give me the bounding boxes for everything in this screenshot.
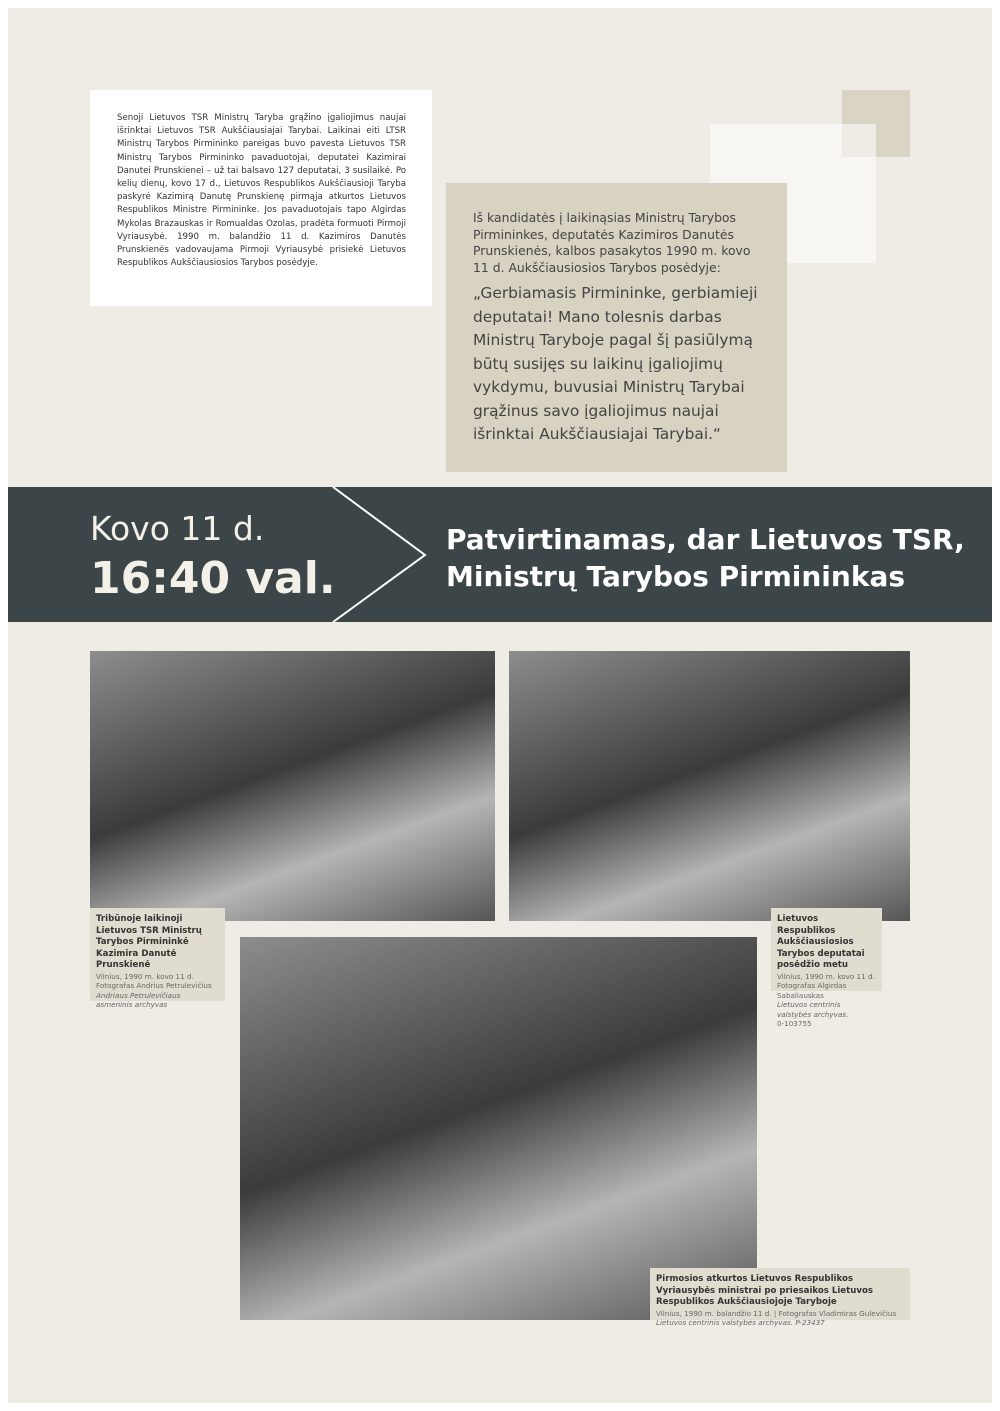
caption-title: Lietuvos Respublikos Aukščiausiosios Tarybos deputatai posėdžio metu (777, 914, 865, 970)
caption-code: 0-103755 (777, 1019, 812, 1029)
caption-date: Vilnius, 1990 m. kovo 11 d. (96, 971, 194, 981)
photo-deputies (509, 651, 910, 921)
headline (446, 521, 965, 595)
caption-title: Tribūnoje laikinoji Lietuvos TSR Ministrų Tarybos Pirmininkė Kazimira Danutė Prunskienė (96, 914, 202, 970)
time-band (8, 487, 992, 622)
caption-source: Andriaus Petrulevičiaus asmeninis archyvas (96, 990, 181, 1010)
intro-text: Senoji Lietuvos TSR Ministrų Taryba grąžino įgaliojimus naujai išrinktai Lietuvos TSR Aukščiausiajai Tarybai. Laikinai eiti LTSR Ministrų Tarybos Pirmininko pareigas buvo pavesta Lietuvos TSR Ministrų Tarybos Pirmininko pavaduotojai, deputatei Kazimirai Danutei Prunskienei – už tai balsavo 127 deputatai, 3 susilaikė. Po kelių dienų, kovo 17 d., Lietuvos Respublikos Aukščiausioji Taryba paskyrė Kazimirą Danutę Prunskienę pirmąja atkurtos Lietuvos Respublikos Ministre Pirmininke. Jos pavaduotojais tapo Algirdas Mykolas Brazauskas ir Romualdas Ozolas, pradėta formuoti Pirmoji Vyriausybė. 1990 m. balandžio 11 d. Kazimiros Danutės Prunskienės vadovaujama Pirmoji Vyriausybė prisiekė Lietuvos Respublikos Aukščiausiosios Tarybos posėdyje. (90, 90, 432, 306)
caption-source: Lietuvos centrinis valstybės archyvas. (777, 1000, 849, 1019)
photo-ministers (240, 937, 757, 1320)
caption-title: Pirmosios atkurtos Lietuvos Respublikos Vyriausybės ministrai po priesaikos Lietuvos Respublikos Aukščiausiojoje Taryboje (656, 1274, 873, 1307)
caption-source: Lietuvos centrinis valstybės archyvas. P-23437 (656, 1318, 825, 1328)
photo-tribune (90, 651, 495, 921)
quote-box (446, 183, 787, 472)
date: Kovo 11 d. (90, 509, 265, 548)
headline-line: Patvirtinamas, dar Lietuvos TSR, (446, 523, 965, 556)
quote-intro: Iš kandidatės į laikinąsias Ministrų Tarybos Pirmininkes, deputatės Kazimiros Danutės Prunskienės, kalbos pasakytos 1990 m. kovo 11 d. Aukščiausiosios Tarybos posėdyje: (473, 210, 751, 275)
time: 16:40 val. (90, 553, 336, 604)
caption-date: Vilnius, 1990 m. kovo 11 d. (777, 971, 875, 981)
caption-deputies (771, 908, 882, 1029)
caption-date: Vilnius, 1990 m. balandžio 11 d. | Fotografas Vladimiras Gulevičius (656, 1308, 897, 1318)
caption-photographer: Fotografas Andrius Petrulevičius (96, 981, 212, 991)
headline-line: Ministrų Tarybos Pirmininkas (446, 560, 906, 593)
caption-ministers (650, 1268, 910, 1328)
quote-text: „Gerbiamasis Pirmininke, gerbiamieji deputatai! Mano tolesnis darbas Ministrų Taryboje pagal šį pasiūlymą būtų susijęs su laikinų įgaliojimų vykdymu, buvusiai Ministrų Tarybai grąžinus savo įgaliojimus naujai išrinktai Aukščiausiajai Tarybai.“ (473, 284, 758, 443)
caption-tribune (90, 908, 225, 1010)
caption-photographer: Fotografas Algirdas Sabaliauskas (777, 981, 847, 1000)
chevron-arrow-icon (328, 487, 438, 622)
poster (8, 8, 992, 1403)
